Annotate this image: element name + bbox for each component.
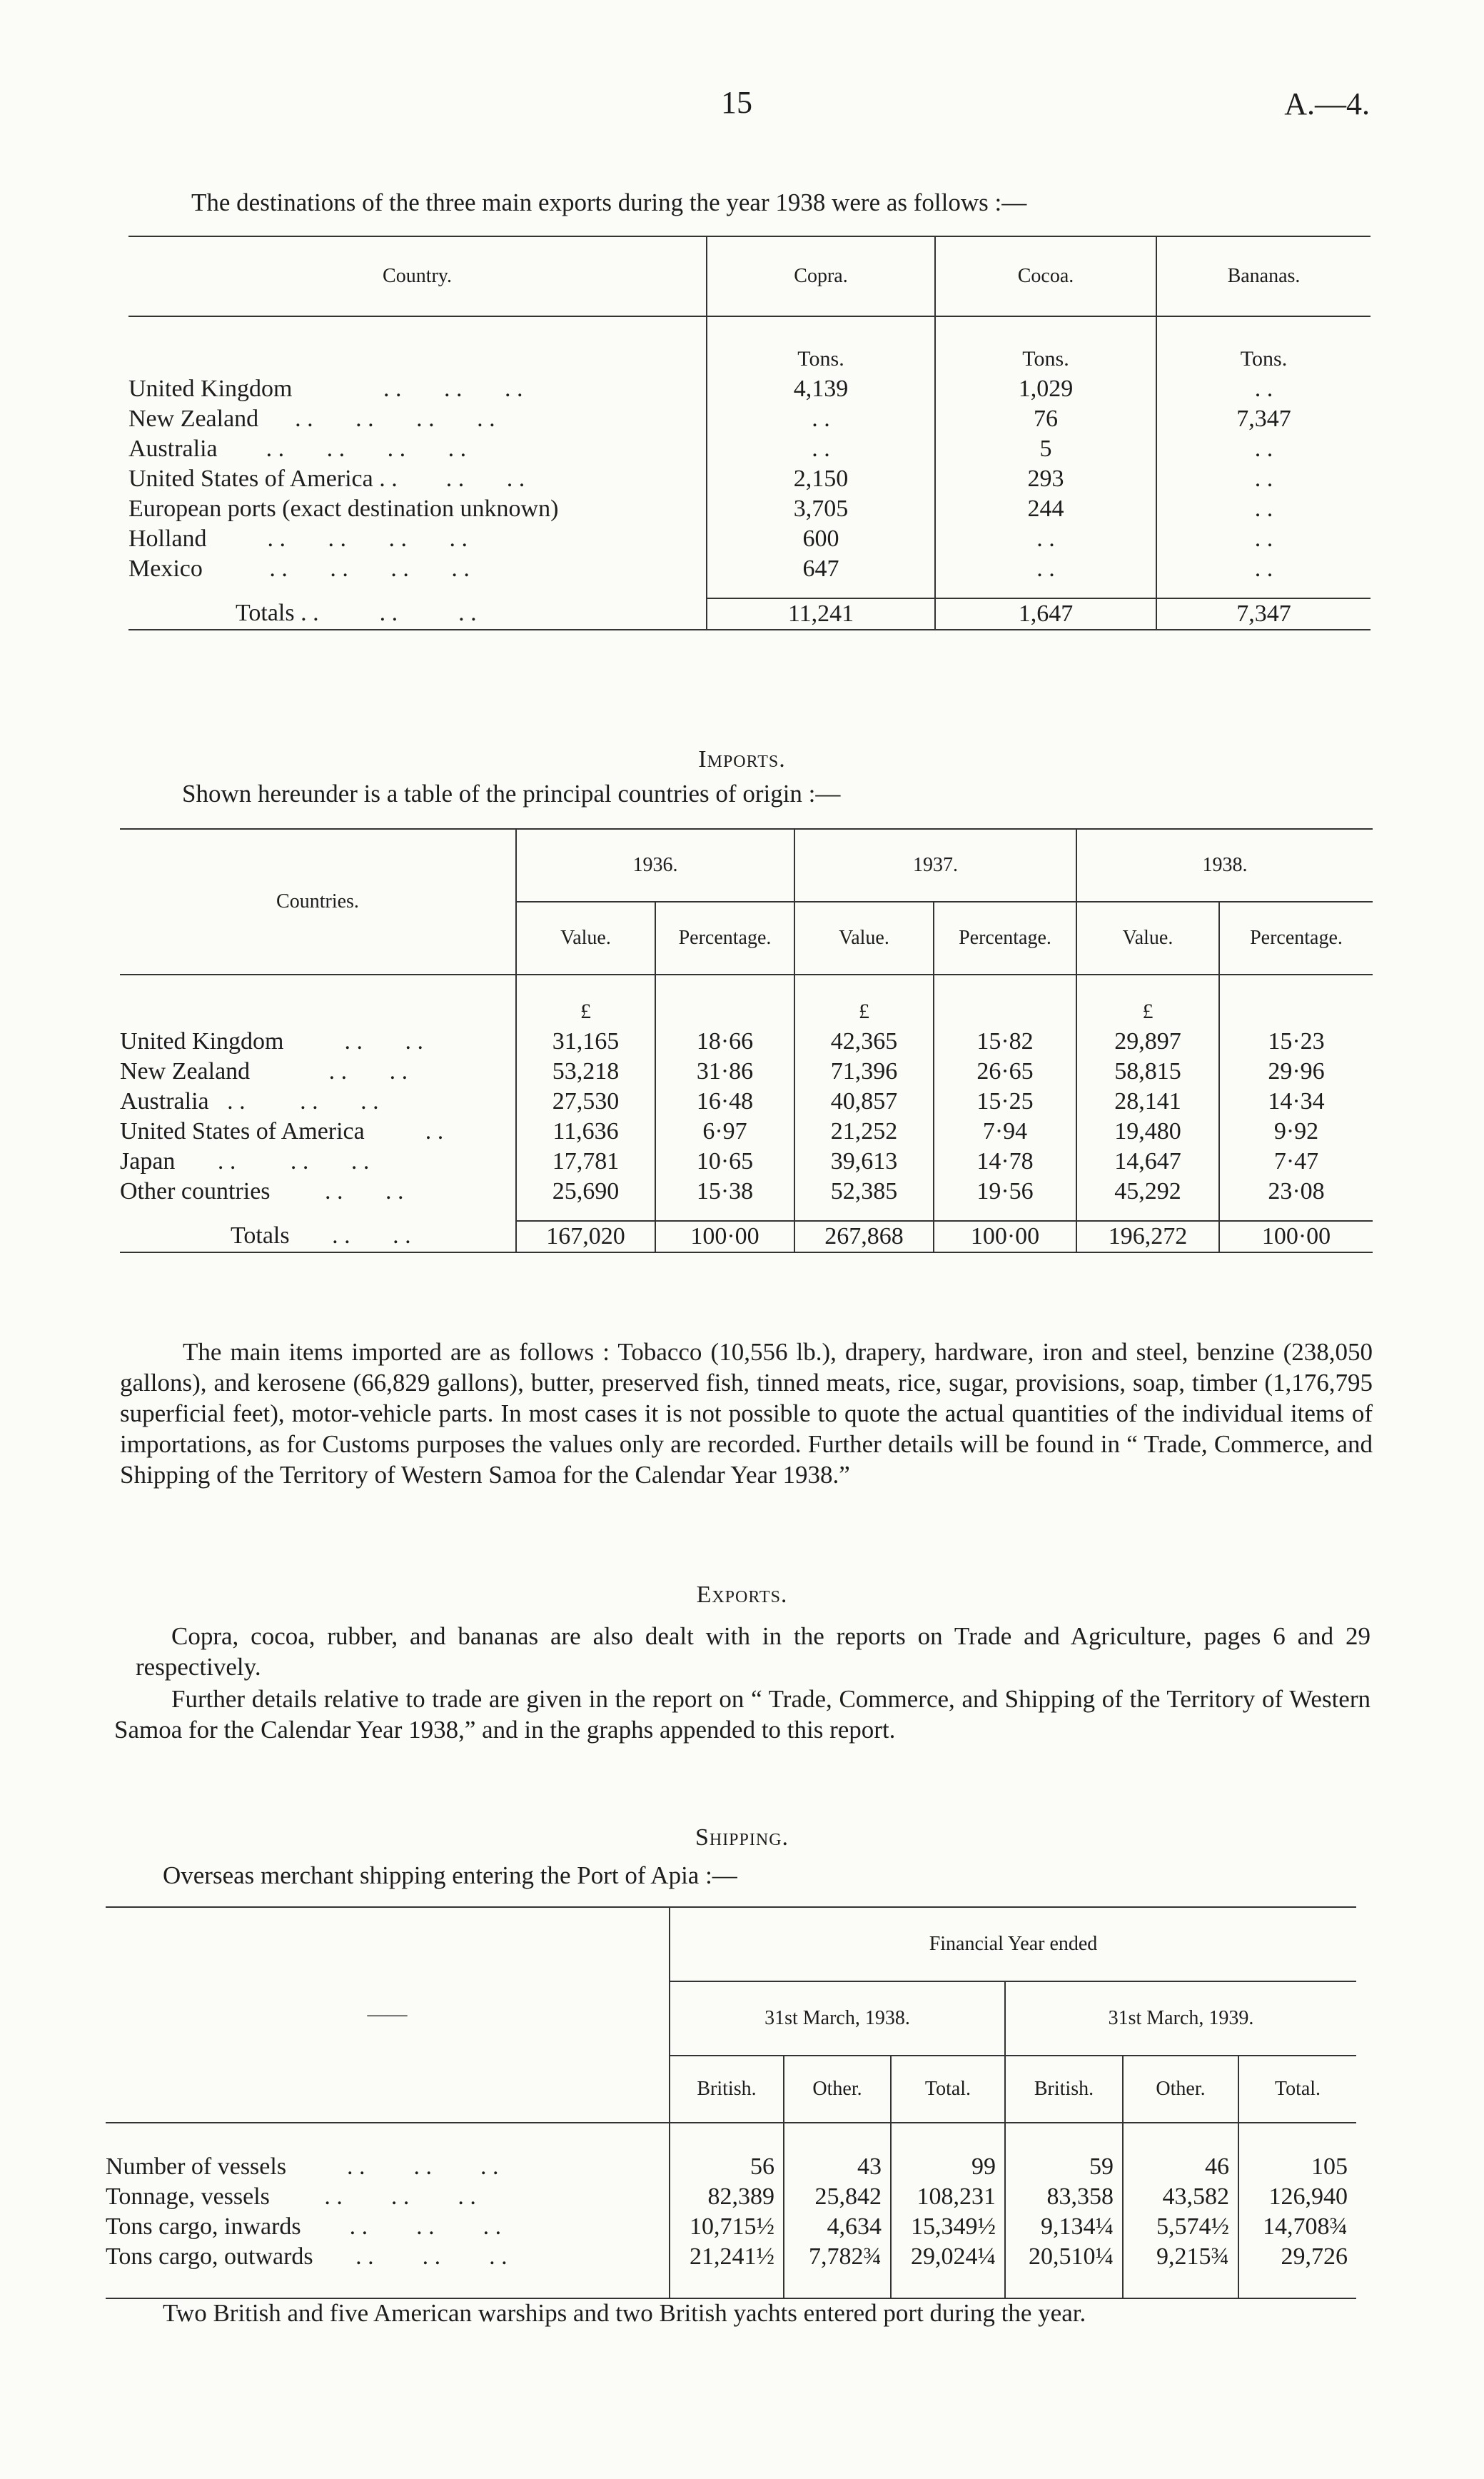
cell-percentage: 23·08: [1219, 1177, 1373, 1221]
cell-cocoa: . .: [935, 524, 1156, 554]
cell-percentage: 31·86: [655, 1057, 794, 1087]
cell-british: 56: [670, 2123, 784, 2182]
total-pct-1937: 100·00: [934, 1221, 1076, 1252]
row-country: European ports (exact destination unknown): [128, 496, 559, 522]
cell-percentage: 6·97: [655, 1117, 794, 1147]
table-row: [128, 554, 1371, 598]
row-country: Australia . . . . . .: [120, 1088, 379, 1115]
table-row: [128, 524, 1371, 554]
cell-british: 83,358: [1005, 2182, 1123, 2212]
cell-value: 29,897: [1076, 1027, 1219, 1057]
shipping-fy-row: [106, 1907, 1356, 1981]
cell-other: 4,634: [784, 2212, 891, 2242]
row-country: United States of America . . . . . .: [128, 466, 525, 492]
col-blank: ——: [106, 1907, 670, 2123]
row-country: United Kingdom . . . . . .: [128, 376, 523, 402]
col-value-1936: Value.: [516, 902, 655, 975]
table-row: [120, 1087, 1373, 1117]
cell-british: 82,389: [670, 2182, 784, 2212]
cell-british: 10,715½: [670, 2212, 784, 2242]
cell-cocoa: 5: [935, 434, 1156, 464]
imports-paragraph: The main items imported are as follows : Tobacco (10,556 lb.), drapery, hardware, iron and steel, benzine (238,050 gallons), and kerosene (66,829 gallons), butter, preserved fish, tinned meats, rice, sugar, provisions, soap, timber (1,176,795 superficial feet), motor-vehicle parts. In most cases it is not possible to quote the actual quantities of the individual items of importations, as for Customs purposes the values only are recorded. Further details will be found in “ Trade, Commerce, and Shipping of the Territory of Western Samoa for the Calendar Year 1938.”: [120, 1338, 1373, 1489]
cell-percentage: 29·96: [1219, 1057, 1373, 1087]
table-row: [120, 1117, 1373, 1147]
table-row: [106, 2242, 1356, 2298]
total-pct-1936: 100·00: [655, 1221, 794, 1252]
cell-percentage: 15·82: [934, 1027, 1076, 1057]
document-reference: A.—4.: [1284, 86, 1370, 121]
unit-copra: Tons.: [707, 316, 935, 374]
col-1937: 1937.: [794, 829, 1076, 902]
exports-paragraph-2: Further details relative to trade are given in the report on “ Trade, Commerce, and Shipping of the Territory of Western Samoa for the Calendar Year 1938,” and in the graphs appended to this report.: [114, 1685, 1371, 1744]
cell-percentage: 15·38: [655, 1177, 794, 1221]
cell-bananas: . .: [1156, 494, 1371, 524]
row-country: Mexico . . . . . . . .: [128, 555, 470, 582]
cell-bananas: . .: [1156, 374, 1371, 404]
cell-bananas: . .: [1156, 554, 1371, 598]
cell-other: 5,574½: [1123, 2212, 1238, 2242]
imports-table: [120, 828, 1373, 1253]
col-1938: 31st March, 1938.: [670, 1981, 1005, 2056]
cell-percentage: 18·66: [655, 1027, 794, 1057]
total-value-1937: 267,868: [794, 1221, 934, 1252]
row-country: New Zealand . . . . . . . .: [128, 406, 495, 432]
cell-value: 27,530: [516, 1087, 655, 1117]
cell-percentage: 14·78: [934, 1147, 1076, 1177]
table-row: [128, 434, 1371, 464]
row-country: Other countries . . . .: [120, 1178, 404, 1205]
cell-other: 43: [784, 2123, 891, 2182]
cell-percentage: 16·48: [655, 1087, 794, 1117]
col-country: Country.: [383, 265, 452, 287]
unit-cocoa: Tons.: [935, 316, 1156, 374]
cell-percentage: 14·34: [1219, 1087, 1373, 1117]
imports-intro: Shown hereunder is a table of the principal countries of origin :—: [182, 780, 841, 808]
row-country: United States of America . .: [120, 1118, 444, 1145]
cell-other: 46: [1123, 2123, 1238, 2182]
table-row: [128, 494, 1371, 524]
cell-value: 28,141: [1076, 1087, 1219, 1117]
cell-copra: 3,705: [707, 494, 935, 524]
cell-bananas: . .: [1156, 524, 1371, 554]
col-pct-1937: Percentage.: [934, 902, 1076, 975]
table-row: [120, 1147, 1373, 1177]
col-other-1938: Other.: [784, 2056, 891, 2123]
exports-heading: Exports.: [696, 1582, 788, 1608]
cell-british: 59: [1005, 2123, 1123, 2182]
currency-1936: £: [516, 975, 655, 1027]
page-number: 15: [721, 85, 752, 120]
cell-other: 9,215¾: [1123, 2242, 1238, 2298]
table-row: [128, 404, 1371, 434]
cell-total: 29,726: [1238, 2242, 1356, 2298]
table-row: [106, 2212, 1356, 2242]
total-pct-1938: 100·00: [1219, 1221, 1373, 1252]
table-row: [128, 464, 1371, 494]
currency-1937: £: [794, 975, 934, 1027]
cell-value: 14,647: [1076, 1147, 1219, 1177]
cell-copra: 2,150: [707, 464, 935, 494]
total-copra: 11,241: [707, 598, 935, 630]
cell-cocoa: 293: [935, 464, 1156, 494]
exports-header-row: [128, 236, 1371, 316]
col-copra: Copra.: [707, 236, 935, 316]
cell-copra: 4,139: [707, 374, 935, 404]
total-bananas: 7,347: [1156, 598, 1371, 630]
cell-percentage: 19·56: [934, 1177, 1076, 1221]
col-cocoa: Cocoa.: [935, 236, 1156, 316]
cell-total: 108,231: [891, 2182, 1005, 2212]
cell-value: 21,252: [794, 1117, 934, 1147]
col-total-1939: Total.: [1238, 2056, 1356, 2123]
totals-label: Totals . . . .: [231, 1222, 411, 1249]
row-label: Number of vessels . . . . . .: [106, 2153, 499, 2180]
cell-value: 42,365: [794, 1027, 934, 1057]
table-row: [120, 1177, 1373, 1221]
exports-intro: The destinations of the three main exports during the year 1938 were as follows :—: [191, 188, 1027, 216]
row-country: New Zealand . . . .: [120, 1058, 408, 1085]
imports-heading: Imports.: [698, 746, 786, 773]
cell-copra: 647: [707, 554, 935, 598]
cell-total: 99: [891, 2123, 1005, 2182]
currency-1938: £: [1076, 975, 1219, 1027]
imports-year-row: [120, 829, 1373, 902]
exports-units-row: [128, 316, 1371, 374]
col-1936: 1936.: [516, 829, 794, 902]
cell-other: 7,782¾: [784, 2242, 891, 2298]
total-value-1936: 167,020: [516, 1221, 655, 1252]
cell-cocoa: 1,029: [935, 374, 1156, 404]
cell-value: 31,165: [516, 1027, 655, 1057]
col-financial-year: Financial Year ended: [670, 1907, 1356, 1981]
cell-cocoa: . .: [935, 554, 1156, 598]
cell-percentage: 7·47: [1219, 1147, 1373, 1177]
cell-cocoa: 244: [935, 494, 1156, 524]
cell-bananas: . .: [1156, 464, 1371, 494]
cell-percentage: 15·25: [934, 1087, 1076, 1117]
cell-value: 19,480: [1076, 1117, 1219, 1147]
cell-copra: 600: [707, 524, 935, 554]
totals-label: Totals . . . . . .: [236, 600, 477, 626]
table-row: [106, 2182, 1356, 2212]
cell-value: 11,636: [516, 1117, 655, 1147]
col-countries: Countries.: [120, 829, 516, 975]
cell-bananas: 7,347: [1156, 404, 1371, 434]
cell-value: 17,781: [516, 1147, 655, 1177]
col-value-1937: Value.: [794, 902, 934, 975]
cell-british: 20,510¼: [1005, 2242, 1123, 2298]
total-cocoa: 1,647: [935, 598, 1156, 630]
col-british-1938: British.: [670, 2056, 784, 2123]
cell-value: 45,292: [1076, 1177, 1219, 1221]
exports-totals-row: [128, 598, 1371, 630]
row-label: Tonnage, vessels . . . . . .: [106, 2183, 476, 2210]
cell-percentage: 7·94: [934, 1117, 1076, 1147]
shipping-table: [106, 1906, 1356, 2299]
row-country: Holland . . . . . . . .: [128, 526, 468, 552]
imports-totals-row: [120, 1221, 1373, 1252]
cell-value: 58,815: [1076, 1057, 1219, 1087]
cell-british: 21,241½: [670, 2242, 784, 2298]
table-row: [106, 2123, 1356, 2182]
unit-bananas: Tons.: [1156, 316, 1371, 374]
cell-value: 39,613: [794, 1147, 934, 1177]
table-row: [128, 374, 1371, 404]
col-1938: 1938.: [1076, 829, 1373, 902]
col-pct-1938: Percentage.: [1219, 902, 1373, 975]
table-row: [120, 1027, 1373, 1057]
cell-total: 29,024¼: [891, 2242, 1005, 2298]
col-other-1939: Other.: [1123, 2056, 1238, 2123]
cell-percentage: 9·92: [1219, 1117, 1373, 1147]
row-label: Tons cargo, inwards . . . . . .: [106, 2213, 502, 2240]
row-country: Japan . . . . . .: [120, 1148, 370, 1175]
cell-bananas: . .: [1156, 434, 1371, 464]
total-value-1938: 196,272: [1076, 1221, 1219, 1252]
imports-currency-row: [120, 975, 1373, 1027]
cell-total: 15,349½: [891, 2212, 1005, 2242]
exports-paragraph-1: Copra, cocoa, rubber, and bananas are also dealt with in the reports on Trade and Agriculture, pages 6 and 29 respectively.: [136, 1622, 1371, 1681]
cell-percentage: 26·65: [934, 1057, 1076, 1087]
cell-cocoa: 76: [935, 404, 1156, 434]
cell-british: 9,134¼: [1005, 2212, 1123, 2242]
cell-other: 25,842: [784, 2182, 891, 2212]
cell-value: 53,218: [516, 1057, 655, 1087]
row-country: United Kingdom . . . .: [120, 1028, 423, 1055]
cell-total: 105: [1238, 2123, 1356, 2182]
col-1939: 31st March, 1939.: [1005, 1981, 1356, 2056]
cell-value: 52,385: [794, 1177, 934, 1221]
cell-copra: . .: [707, 404, 935, 434]
cell-total: 14,708¾: [1238, 2212, 1356, 2242]
row-label: Tons cargo, outwards . . . . . .: [106, 2243, 508, 2270]
shipping-intro: Overseas merchant shipping entering the Port of Apia :—: [163, 1861, 737, 1889]
cell-copra: . .: [707, 434, 935, 464]
col-value-1938: Value.: [1076, 902, 1219, 975]
shipping-footer: Two British and five American warships and two British yachts entered port during the year.: [163, 2299, 1086, 2327]
cell-total: 126,940: [1238, 2182, 1356, 2212]
row-country: Australia . . . . . . . .: [128, 436, 467, 462]
col-pct-1936: Percentage.: [655, 902, 794, 975]
cell-percentage: 10·65: [655, 1147, 794, 1177]
cell-value: 71,396: [794, 1057, 934, 1087]
col-british-1939: British.: [1005, 2056, 1123, 2123]
exports-destination-table: [128, 236, 1371, 630]
cell-value: 25,690: [516, 1177, 655, 1221]
shipping-heading: Shipping.: [695, 1824, 789, 1851]
cell-other: 43,582: [1123, 2182, 1238, 2212]
col-total-1938: Total.: [891, 2056, 1005, 2123]
cell-value: 40,857: [794, 1087, 934, 1117]
table-row: [120, 1057, 1373, 1087]
cell-percentage: 15·23: [1219, 1027, 1373, 1057]
col-bananas: Bananas.: [1156, 236, 1371, 316]
